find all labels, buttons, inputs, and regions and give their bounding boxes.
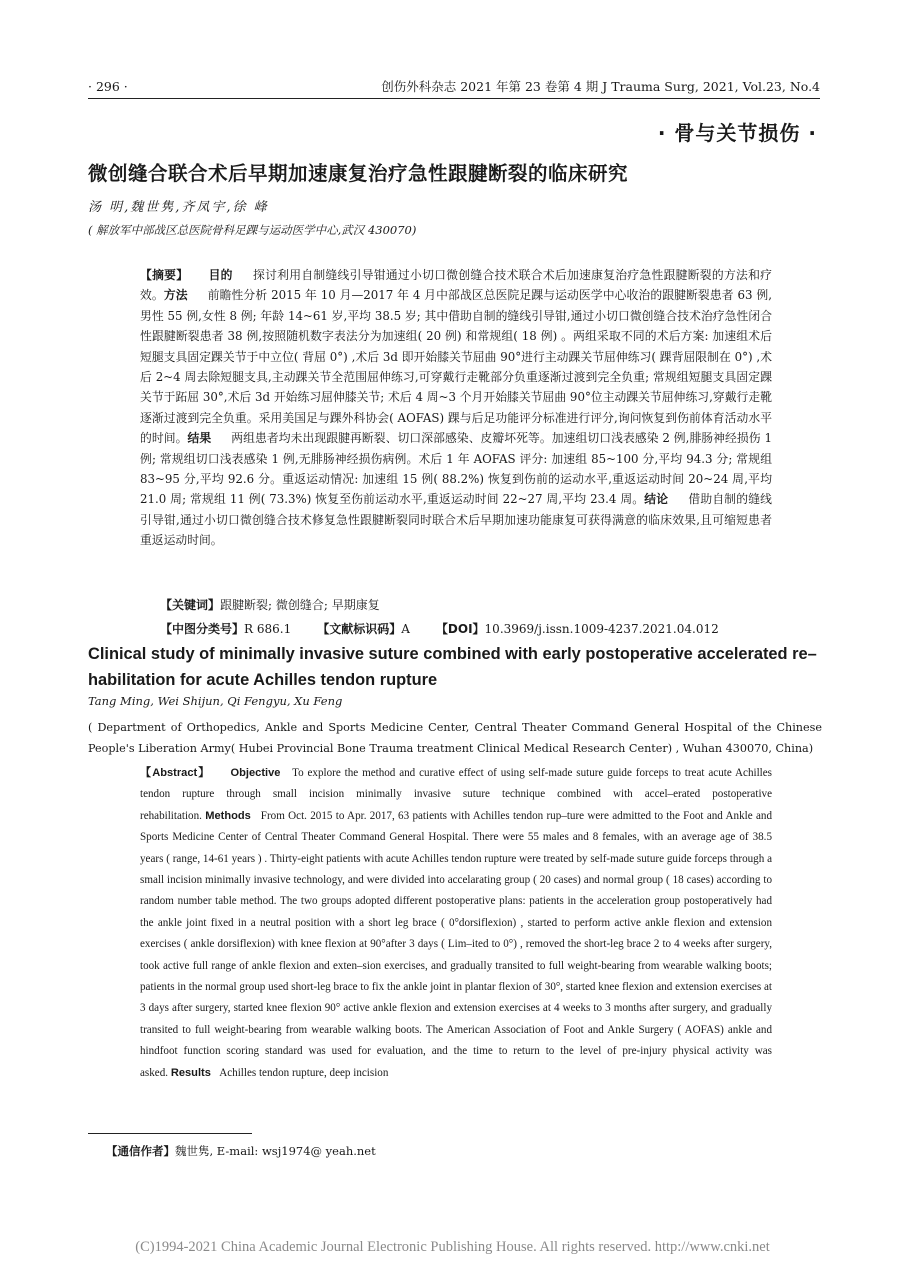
clc-label: 【中图分类号】 — [160, 622, 245, 636]
results-text-en: Achilles tendon rupture, deep incision — [219, 1066, 389, 1079]
article-title-cn: 微创缝合联合术后早期加速康复治疗急性跟腱断裂的临床研究 — [88, 162, 629, 185]
keywords-cn — [160, 596, 380, 613]
methods-label-cn: 方法 — [163, 288, 188, 303]
abstract-cn — [140, 265, 772, 551]
clc-value: R 686.1 — [244, 622, 292, 636]
abstract-label-en: 【Abstract】 — [140, 767, 211, 779]
objective-label-cn: 目的 — [208, 268, 233, 282]
objective-text-en: To explore the method and curative effect of using self-made suture guide forceps to treat acute Achilles tendon rupture through small incision minimally invasive suture technique combined with accel–erated postoperative rehabilitation. — [140, 767, 772, 822]
abstract-label-cn: 【摘要】 — [140, 268, 189, 282]
objective-text-cn: 探讨利用自制缝线引导钳通过小切口微创缝合技术联合术后加速康复治疗急性跟腱断裂的方法和疗效。 — [140, 268, 772, 303]
journal-citation: 创伤外科杂志 2021 年第 23 卷第 4 期 J Trauma Surg, 2021, Vol.23, No.4 — [381, 79, 820, 94]
corresponding-author-text: 魏世隽, E-mail: wsj1974@ yeah.net — [175, 1144, 376, 1158]
section-title: · 骨与关节损伤 · — [657, 121, 817, 145]
affiliation-en: ( Department of Orthopedics, Ankle and Sports Medicine Center, Central Theater Command General Hospital of the Chinese People's Liberation Army( Hubei Provincial Bone Trauma treatment Clinical Medical Research Center) , Wuhan 430070, China) — [88, 721, 822, 755]
keywords-label-cn: 【关键词】 — [160, 598, 221, 612]
page-number: · 296 · — [88, 79, 128, 94]
abstract-en — [140, 763, 772, 1084]
copyright-watermark: (C)1994-2021 China Academic Journal Electronic Publishing House. All rights reserved. http://www.cnki.net — [135, 1239, 770, 1255]
conclusion-text-cn: 借助自制的缝线引导钳,通过小切口微创缝合技术修复急性跟腱断裂同时联合术后早期加速功能康复可获得满意的临床效果,且可缩短患者重返运动时间。 — [140, 492, 772, 548]
results-label-cn: 结果 — [187, 431, 212, 446]
footnote-rule — [88, 1133, 252, 1134]
affiliation-cn: ( 解放军中部战区总医院骨科足踝与运动医学中心,武汉 430070) — [88, 223, 417, 237]
corresponding-author-label: 【通信作者】 — [106, 1144, 175, 1158]
corresponding-author-note — [106, 1143, 376, 1159]
classification-line — [160, 620, 780, 637]
keywords-text-cn: 跟腱断裂; 微创缝合; 早期康复 — [220, 598, 380, 612]
methods-text-en: From Oct. 2015 to Apr. 2017, 63 patients with Achilles tendon rup–ture were admitted to the Foot and Ankle and Sports Medicine Center of Central Theater Command General Hospital. There were 55 males and 8 females, with an average age of 38.5 years ( range, 14-61 years ) . Thirty-eight patients with acute Achilles tendon rupture were treated by self-made suture guide forceps through a small incision minimally invasive technology, and were divided into accelarating group ( 20 cases) and normal group ( 18 cases) according to random number table method. The two groups adopted different postoperative plans: patients in the acceleration group postoperatively had the ankle joint fixed in a neutral position with a short leg brace ( 0°dorsiflexion) , started to perform active ankle flexion and extension exercises ( ankle dorsiflexion) with knee flexion at 90°after 3 days ( Lim–ited to 0°) , removed the short-leg brace 2 to 4 weeks after surgery, took active full range of ankle flexion and exten–sion exercises, and gradually transited to full weight-bearing from wearable walking boots; patients in the normal group used short-leg brace to fix the ankle joint in plantar flexion of 30°, started knee flexion and extension exercises at 3 days after surgery, started knee flexion 90° active ankle flexion and extension exercises at 4 weeks to 3 months after surgery, and gradually transited to full weight-bearing from wearable walking boots. The American Association of Foot and Ankle Surgery ( AOFAS) ankle and hindfoot function scoring standard was used for evaluation, and the time to return to the level of pre-injury physical activity was asked. — [140, 809, 772, 1079]
doi-value: 10.3969/j.issn.1009-4237.2021.04.012 — [484, 622, 719, 636]
running-header — [88, 76, 820, 98]
doc-code-label: 【文献标识码】 — [317, 622, 402, 636]
results-label-en: Results — [170, 1066, 211, 1079]
objective-label-en: Objective — [230, 767, 281, 779]
authors-en: Tang Ming, Wei Shijun, Qi Fengyu, Xu Feng — [88, 694, 343, 708]
doc-code-value: A — [401, 622, 410, 636]
header-rule — [88, 98, 820, 99]
doi-label: 【DOI】 — [435, 622, 485, 636]
methods-label-en: Methods — [205, 809, 251, 822]
results-text-cn: 两组患者均未出现跟腱再断裂、切口深部感染、皮瓣坏死等。加速组切口浅表感染 2 例,腓肠神经损伤 1 例; 常规组切口浅表感染 1 例,无腓肠神经损伤病例。术后 1 年 AOFAS 评分: 加速组 85~100 分,平均 94.3 分; 常规组 83~95 分,平均 92.6 分。重返运动情况: 加速组 15 例( 88.2%) 恢复到伤前的运动水平,重返运动时间 20~24 周,平均 21.0 周; 常规组 11 例( 73.3%) 恢复至伤前运动水平,重返运动时间 22~27 周,平均 23.4 周。 — [140, 431, 772, 507]
conclusion-label-cn: 结论 — [644, 492, 669, 507]
methods-text-cn: 前瞻性分析 2015 年 10 月—2017 年 4 月中部战区总医院足踝与运动医学中心收治的跟腱断裂患者 63 例,男性 55 例,女性 8 例; 年龄 14~61 岁,平均 38.5 岁; 其中借助自制的缝线引导钳,通过小切口微创缝合技术治疗急性闭合性跟腱断裂患者 38 例,按照随机数字表法分为加速组( 20 例) 和常规组( 18 例) 。两组采取不同的术后方案: 加速组术后短腿支具固定踝关节于中立位( 背屈 0°) ,术后 3d 即开始膝关节屈曲 90°进行主动踝关节屈伸练习( 踝背屈限制在 0°) ,术后 2~4 周去除短腿支具,主动踝关节全范围屈伸练习,可穿戴行走靴部分负重逐渐过渡到完全负重; 常规组短腿支具固定踝关节于跖屈 30°,术后 3d 开始练习屈伸膝关节; 术后 4 周~3 个月开始膝关节屈曲 90°位主动踝关节屈伸练习,穿戴行走靴逐渐过渡到完全负重。采用美国足与踝外科协会( AOFAS) 踝与后足功能评分标准进行评分,询问恢复到伤前体育活动水平的时间。 — [140, 288, 772, 446]
article-title-en: Clinical study of minimally invasive suture combined with early postoperative accelerated re–habilitation for acute Achilles tendon rupture — [88, 645, 817, 689]
authors-cn: 汤 明,魏世隽,齐凤宇,徐 峰 — [88, 200, 269, 215]
